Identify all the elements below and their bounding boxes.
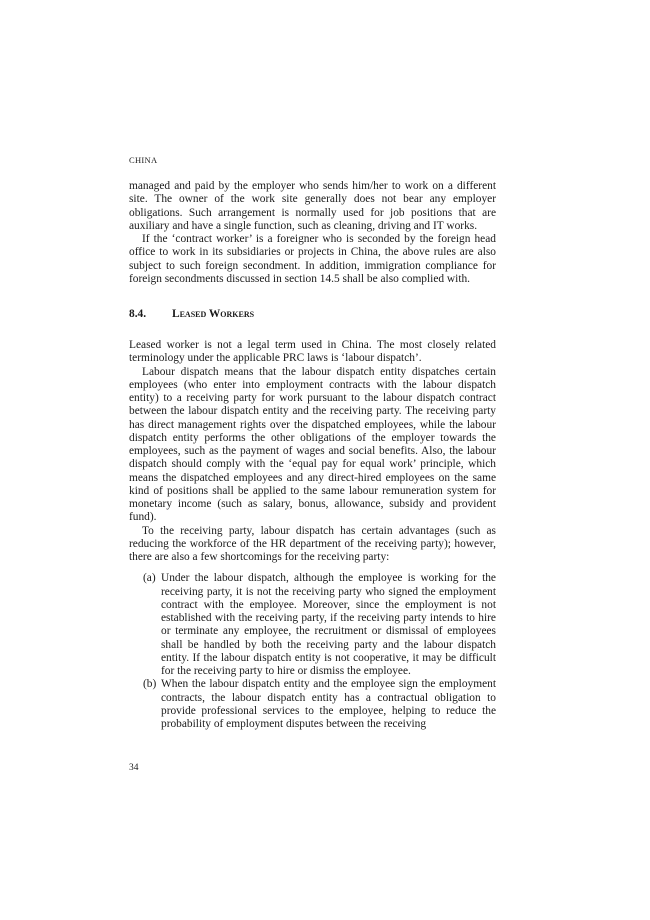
- section-title: Leased Workers: [172, 308, 255, 320]
- paragraph-contract-worker: If the ‘contract worker’ is a foreigner who is seconded by the foreign head office to work in its subsidiaries or projects in China, the above rules are also subject to such foreign secondment. In addition, immigration compliance for foreign secondments discussed in section 14.5 shall be also complied with.: [129, 233, 496, 285]
- list-marker: (b): [143, 678, 157, 691]
- paragraph-receiving-party: To the receiving party, labour dispatch has certain advantages (such as reducing the workforce of the HR department of the receiving party); however, there are also a few shortcomings for the receiving party:: [129, 524, 496, 563]
- list-item: [129, 572, 496, 678]
- list-marker: (a): [143, 572, 156, 585]
- paragraph-labour-dispatch-meaning: Labour dispatch means that the labour dispatch entity dispatches certain employees (who enter into employment contracts with the labour dispatch entity) to a receiving party for work pursuant to the labour dispatch contract between the labour dispatch entity and the receiving party. The receiving party has direct management rights over the dispatched employees, while the labour dispatch entity performs the other obligations of the employer towards the employees, such as the payment of wages and social benefits. Also, the labour dispatch should comply with the ‘equal pay for equal work’ principle, which means the dispatched employees and any direct-hired employees on the same kind of positions shall be applied to the same labour remuneration system for monetary income (such as salary, bonus, allowance, subsidy and provident fund).: [129, 365, 496, 524]
- paragraph-leased-worker-definition: Leased worker is not a legal term used in China. The most closely related terminology under the applicable PRC laws is ‘labour dispatch’.: [129, 339, 496, 365]
- page-body: [129, 155, 496, 731]
- page-number: 34: [129, 763, 139, 773]
- shortcomings-list: [129, 572, 496, 731]
- list-item-text: Under the labour dispatch, although the employee is working for the receiving party, it is not the receiving party who signed the employment contract with the employee. Moreover, since the employment is not established with the receiving party, if the receiving party intends to hire or terminate any employee, the recruitment or dismissal of employees shall be handled by both the receiving party and the labour dispatch entity. If the labour dispatch entity is not cooperative, it may be difficult for the receiving party to hire or dismiss the employee.: [161, 572, 496, 677]
- continuation-paragraph: managed and paid by the employer who sends him/her to work on a different site. The owner of the work site generally does not bear any employer obligations. Such arrangement is normally used for job positions that are auxiliary and have a single function, such as cleaning, driving and IT works.: [129, 180, 496, 232]
- list-item: [129, 678, 496, 731]
- section-heading: [129, 308, 496, 320]
- running-head: CHINA: [129, 155, 158, 165]
- section-number: 8.4.: [129, 308, 147, 320]
- list-item-text: When the labour dispatch entity and the employee sign the employment contracts, the labour dispatch entity has a contractual obligation to provide professional services to the employee, helping to reduce the probability of employment disputes between the receiving: [161, 678, 496, 730]
